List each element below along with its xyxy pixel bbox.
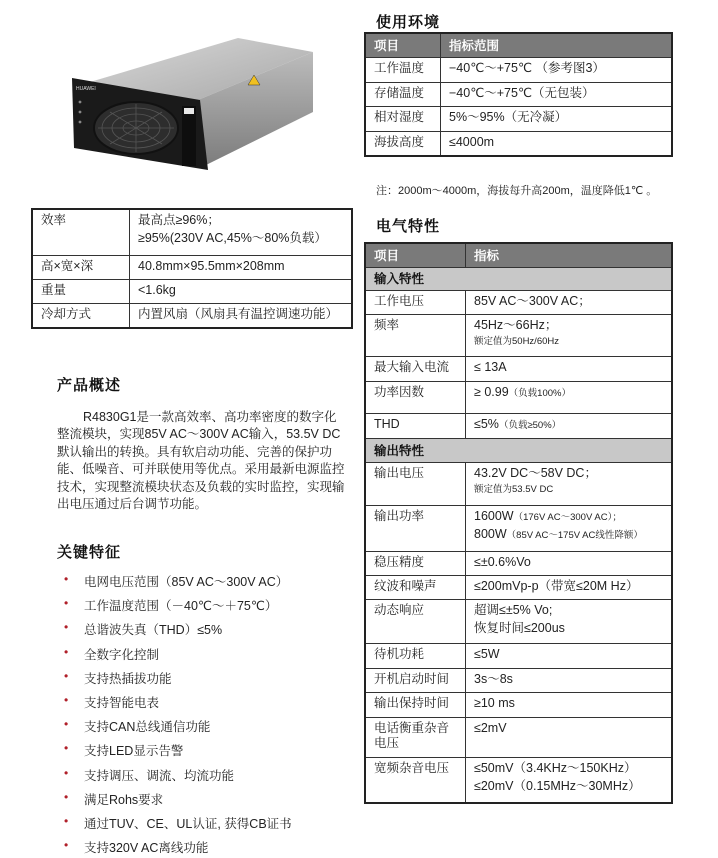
feature-item xyxy=(64,814,292,838)
feature-item xyxy=(64,596,292,620)
elec-key: 稳压精度 xyxy=(366,552,466,576)
bullet-icon: • xyxy=(64,789,69,804)
section-label: 输出特性 xyxy=(366,439,672,463)
feature-text: 电网电压范围（85V AC～300V AC） xyxy=(84,575,289,589)
features-title: 关键特征 xyxy=(57,544,122,561)
table-row xyxy=(366,132,672,156)
elec-value xyxy=(466,600,672,644)
elec-value xyxy=(466,758,672,803)
bullet-icon: • xyxy=(64,644,69,659)
elec-value: ≤200mVp-p（带宽≤20M Hz） xyxy=(466,576,672,600)
table-row xyxy=(366,718,672,758)
elec-key: 工作电压 xyxy=(366,291,466,315)
bullet-icon: • xyxy=(64,741,69,756)
elec-value xyxy=(466,382,672,414)
feature-text: 支持调压、调流、均流功能 xyxy=(84,768,235,783)
feature-item xyxy=(64,669,292,693)
table-row xyxy=(366,669,672,693)
bullet-icon: • xyxy=(64,813,69,828)
spec-row-efficiency xyxy=(33,210,352,256)
environment-table xyxy=(365,33,672,156)
feature-item xyxy=(64,766,292,790)
value-line: ≤20mV（0.15MHz～30MHz） xyxy=(474,779,641,793)
bullet-icon: • xyxy=(64,596,69,611)
env-key: 相对湿度 xyxy=(366,107,441,132)
section-row-output xyxy=(366,439,672,463)
table-row xyxy=(366,83,672,107)
spec-row-weight xyxy=(33,280,352,304)
key-line: 电话衡重杂音 xyxy=(374,721,450,735)
spec-row-cooling xyxy=(33,304,352,328)
feature-text: 满足Rohs要求 xyxy=(84,792,164,807)
environment-title: 使用环境 xyxy=(376,14,441,31)
bullet-icon: • xyxy=(64,838,69,853)
elec-value: ≥10 ms xyxy=(466,693,672,718)
env-key: 存储温度 xyxy=(366,83,441,107)
table-row xyxy=(366,107,672,132)
env-value: 5%～95%（无冷凝） xyxy=(441,107,672,132)
product-spec-table xyxy=(32,209,352,328)
feature-text: 总谐波失真（THD）≤5% xyxy=(84,623,223,638)
elec-value: 3s～8s xyxy=(466,669,672,693)
spec-key: 冷却方式 xyxy=(33,304,130,328)
elec-key: 输出电压 xyxy=(366,463,466,506)
altitude-note: 注：2000m～4000m，海拔每升高200m，温度降低1℃ 。 xyxy=(376,185,658,197)
table-row xyxy=(366,414,672,439)
value-main: ≥ 0.99 xyxy=(474,385,509,399)
section-label: 输入特性 xyxy=(366,268,672,291)
value-line: ≤50mV（3.4KHz～150KHz） xyxy=(474,761,637,775)
elec-key: 纹波和噪声 xyxy=(366,576,466,600)
value-line: 恢复时间≤200us xyxy=(474,621,565,635)
feature-item xyxy=(64,717,292,741)
feature-item xyxy=(64,645,292,669)
elec-key: 输出保持时间 xyxy=(366,693,466,718)
env-value: ≤4000m xyxy=(441,132,672,156)
feature-item xyxy=(64,572,292,596)
table-row xyxy=(366,693,672,718)
table-row xyxy=(366,506,672,552)
table-row xyxy=(366,552,672,576)
elec-value: ≤ 13A xyxy=(466,357,672,382)
bullet-icon: • xyxy=(64,692,69,707)
table-row xyxy=(366,382,672,414)
overview-text: R4830G1是一款高效率、高功率密度的数字化整流模块，实现85V AC～300V AC输入，53.5V DC默认输出的转换。具有软启动功能、完善的保护功能、低噪音、可并联使用等优点。采用最新电源监控技术，实现整流模块状态及负载的实时监控，实现输出电压通过后台调节功能。 xyxy=(57,410,345,512)
value-main: 1600W xyxy=(474,509,514,523)
env-value: −40℃～+75℃（无包装） xyxy=(441,83,672,107)
features-list xyxy=(64,572,292,858)
section-row-input xyxy=(366,268,672,291)
spec-key: 效率 xyxy=(33,210,130,256)
spec-value: <1.6kg xyxy=(130,280,352,304)
table-row xyxy=(366,600,672,644)
elec-key: 开机启动时间 xyxy=(366,669,466,693)
value-suffix: （负载≥50%） xyxy=(498,420,562,431)
table-row xyxy=(366,758,672,803)
elec-value xyxy=(466,315,672,357)
elec-key: 输出功率 xyxy=(366,506,466,552)
key-line: 电压 xyxy=(374,736,400,750)
env-value: −40℃～+75℃ （参考图3） xyxy=(441,58,672,83)
table-header-row xyxy=(366,34,672,58)
elec-key: 宽频杂音电压 xyxy=(366,758,466,803)
feature-item xyxy=(64,838,292,858)
table-row xyxy=(366,463,672,506)
feature-item xyxy=(64,620,292,644)
feature-text: 工作温度范围（－40℃～＋75℃） xyxy=(84,599,278,614)
feature-text: 支持CAN总线通信功能 xyxy=(84,720,211,735)
spec-value-line: 最高点≥96%； xyxy=(138,213,220,227)
feature-text: 支持320V AC离线功能 xyxy=(84,841,209,856)
feature-item xyxy=(64,693,292,717)
elec-value xyxy=(466,414,672,439)
spec-value xyxy=(130,210,352,256)
bullet-icon: • xyxy=(64,717,69,732)
table-row xyxy=(366,58,672,83)
bullet-icon: • xyxy=(64,668,69,683)
bullet-icon: • xyxy=(64,572,69,586)
header-item: 项目 xyxy=(366,244,466,268)
spec-key: 重量 xyxy=(33,280,130,304)
spec-key: 高×宽×深 xyxy=(33,256,130,280)
rectifier-module-illustration xyxy=(68,30,348,180)
feature-item xyxy=(64,741,292,765)
electrical-title: 电气特性 xyxy=(376,218,441,235)
elec-key: 动态响应 xyxy=(366,600,466,644)
spec-value: 40.8mm×95.5mm×208mm xyxy=(130,256,352,280)
spec-value: 内置风扇（风扇具有温控调速功能） xyxy=(130,304,352,328)
header-item: 项目 xyxy=(366,34,441,58)
svg-text:HUAWEI: HUAWEI xyxy=(76,86,96,92)
env-key: 工作温度 xyxy=(366,58,441,83)
table-header-row xyxy=(366,244,672,268)
header-range: 指标范围 xyxy=(441,34,672,58)
elec-key xyxy=(366,718,466,758)
feature-text: 支持LED显示告警 xyxy=(84,744,184,759)
feature-text: 通过TUV、CE、UL认证, 获得CB证书 xyxy=(84,816,292,831)
table-row xyxy=(366,357,672,382)
value-line: 超调≤±5% Vo; xyxy=(474,603,553,617)
env-key: 海拔高度 xyxy=(366,132,441,156)
value-main: ≤5% xyxy=(474,417,499,431)
bullet-icon: • xyxy=(64,765,69,780)
feature-text: 支持智能电表 xyxy=(84,695,160,710)
elec-value: ≤2mV xyxy=(466,718,672,758)
value-main: 800W xyxy=(474,527,507,541)
value-sub: 额定值为53.5V DC xyxy=(474,484,554,495)
table-row xyxy=(366,291,672,315)
elec-key: 频率 xyxy=(366,315,466,357)
header-spec: 指标 xyxy=(466,244,672,268)
elec-value xyxy=(466,463,672,506)
elec-key: 功率因数 xyxy=(366,382,466,414)
elec-key: THD xyxy=(366,414,466,439)
value-suffix: （176V AC～300V AC）； xyxy=(513,512,622,523)
bullet-icon: • xyxy=(64,620,69,635)
feature-text: 全数字化控制 xyxy=(84,647,160,662)
feature-item xyxy=(64,790,292,814)
elec-key: 最大输入电流 xyxy=(366,357,466,382)
elec-key: 待机功耗 xyxy=(366,644,466,669)
elec-value: ≤5W xyxy=(466,644,672,669)
value-suffix: （85V AC～175V AC线性降额） xyxy=(506,530,643,541)
product-image xyxy=(68,30,348,180)
overview-title: 产品概述 xyxy=(57,377,122,394)
electrical-table xyxy=(365,243,672,803)
elec-value: 85V AC～300V AC； xyxy=(466,291,672,315)
table-row xyxy=(366,644,672,669)
table-row xyxy=(366,315,672,357)
value-sub: 额定值为50Hz/60Hz xyxy=(474,336,559,347)
value-main: 45Hz～66Hz； xyxy=(474,318,558,332)
spec-value-line: ≥95%(230V AC,45%～80%负载） xyxy=(138,231,327,245)
spec-row-dimensions xyxy=(33,256,352,280)
value-suffix: （负载100%） xyxy=(508,388,571,399)
elec-value: ≤±0.6%Vo xyxy=(466,552,672,576)
feature-text: 支持热插拔功能 xyxy=(84,671,172,686)
elec-value xyxy=(466,506,672,552)
value-main: 43.2V DC～58V DC； xyxy=(474,466,597,480)
table-row xyxy=(366,576,672,600)
